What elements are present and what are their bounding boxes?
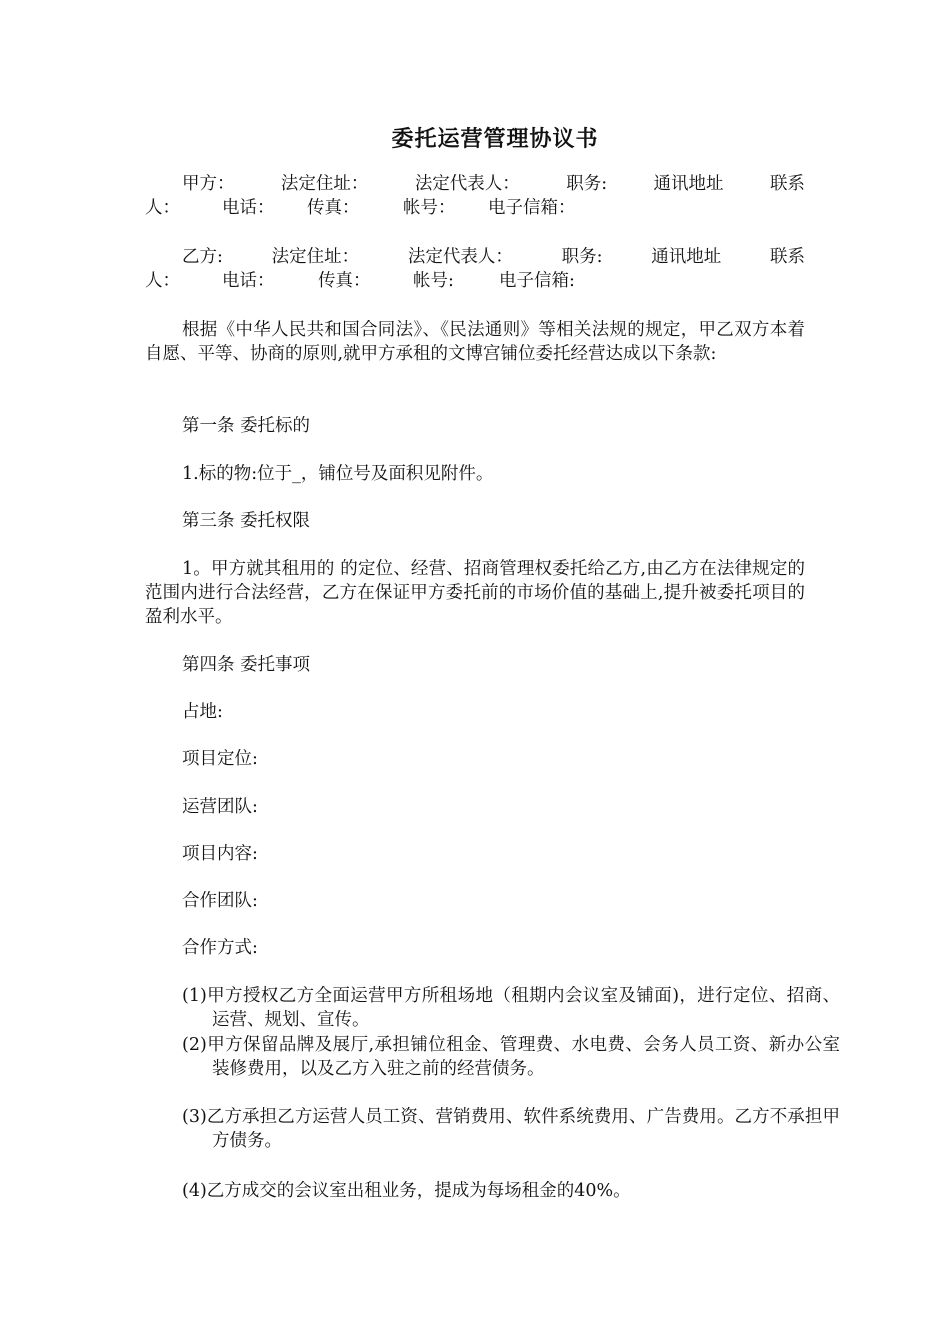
article1-item1: 1.标的物:位于_，铺位号及面积见附件。: [182, 464, 494, 484]
article3-heading: 第三条 委托权限: [182, 511, 311, 531]
party-a-email-label: 电子信箱：: [488, 198, 576, 218]
field-project-positioning: 项目定位:: [182, 749, 258, 769]
party-a-row1: [145, 172, 805, 196]
field-land-area: 占地:: [182, 702, 223, 722]
party-a-rep-label: 法定代表人：: [414, 174, 520, 194]
party-a-block: [145, 172, 805, 220]
party-b-contact-label-end: 人：: [145, 271, 180, 291]
party-b-account-label: 帐号:: [413, 271, 454, 291]
method-item-3: (3)乙方承担乙方运营人员工资、营销费用、软件系统费用、广告费用。乙方不承担甲方债务。: [182, 1107, 840, 1151]
article4-heading: 第四条 委托事项: [182, 655, 311, 675]
field-cooperation-method: 合作方式:: [182, 938, 258, 958]
method-item-4: (4)乙方成交的会议室出租业务，提成为每场租金的40%。: [182, 1181, 631, 1201]
party-a-phone-label: 电话：: [222, 198, 275, 218]
intro-paragraph: 根据《中华人民共和国合同法》、《民法通则》等相关法规的规定，甲乙双方本着自愿、平等、协商的原则,就甲方承租的文博宫铺位委托经营达成以下条款:: [145, 320, 805, 364]
party-b-phone-label: 电话：: [222, 271, 275, 291]
party-b-fax-label: 传真：: [318, 271, 371, 291]
party-b-label: 乙方:: [182, 247, 223, 267]
party-a-fax-label: 传真：: [307, 198, 360, 218]
field-project-content: 项目内容:: [182, 844, 258, 864]
party-b-row2: [145, 269, 805, 293]
party-b-contact-label-start: 联系: [769, 247, 805, 267]
field-partner-team: 合作团队:: [182, 891, 258, 911]
party-b-email-label: 电子信箱:: [499, 271, 575, 291]
party-a-contact-label-start: 联系: [769, 174, 805, 194]
party-b-address-label: 法定住址：: [271, 247, 360, 267]
party-b-row1: [145, 245, 805, 269]
party-a-row2: [145, 196, 805, 220]
method-item-2: (2)甲方保留品牌及展厅,承担铺位租金、管理费、水电费、会务人员工资、新办公室装修费用，以及乙方入驻之前的经营债务。: [182, 1035, 840, 1079]
party-b-rep-label: 法定代表人：: [407, 247, 513, 267]
party-b-block: [145, 245, 805, 293]
article3-item1: 1。甲方就其租用的 的定位、经营、招商管理权委托给乙方,由乙方在法律规定的范围内进行合法经营，乙方在保证甲方委托前的市场价值的基础上,提升被委托项目的盈利水平。: [145, 559, 805, 627]
document-title: 委托运营管理协议书: [391, 126, 599, 152]
party-a-address-label: 法定住址：: [280, 174, 369, 194]
party-a-label: 甲方：: [182, 174, 235, 194]
party-a-account-label: 帐号：: [403, 198, 456, 218]
party-a-position-label: 职务:: [566, 174, 608, 194]
field-operation-team: 运营团队:: [182, 797, 258, 817]
party-a-mail-address-label: 通讯地址: [653, 174, 724, 194]
party-b-mail-address-label: 通讯地址: [651, 247, 722, 267]
method-item-1: (1)甲方授权乙方全面运营甲方所租场地（租期内会议室及铺面)，进行定位、招商、运营、规划、宣传。: [182, 986, 840, 1030]
article1-heading: 第一条 委托标的: [182, 416, 311, 436]
party-a-contact-label-end: 人：: [145, 198, 180, 218]
party-b-position-label: 职务:: [561, 247, 603, 267]
